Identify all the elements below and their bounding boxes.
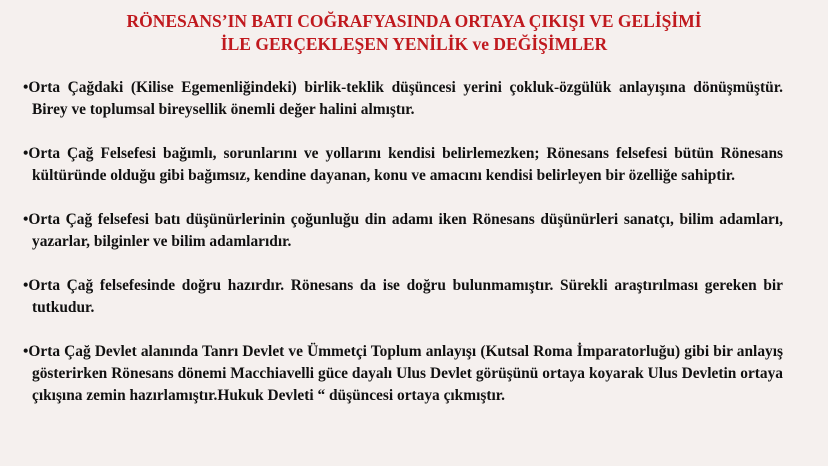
bullet-item: •Orta Çağ Felsefesi bağımlı, sorunlarını ve yollarını kendisi belirlemezken; Rönesans felsefesi bütün Rönesans kültüründe olduğu gibi bağımsız, kendine dayanan, konu ve amacını kendisi belirleyen bir özelliğe sahiptir. xyxy=(23,145,783,184)
bullet-item: •Orta Çağ Devlet alanında Tanrı Devlet ve Ümmetçi Toplum anlayışı (Kutsal Roma İmparatorluğu) gibi bir anlayış gösterirken Rönesans dönemi Macchiavelli güce dayalı Ulus Devlet görüşünü ortaya koyarak Ulus Devletin ortaya çıkışına zemin hazırlamıştır.Hukuk Devleti “ düşüncesi ortaya çıkmıştır. xyxy=(23,343,783,404)
bullet-item: •Orta Çağ felsefesi batı düşünürlerinin çoğunluğu din adamı iken Rönesans düşünürleri sanatçı, bilim adamları, yazarlar, bilginler ve bilim adamlarıdır. xyxy=(23,211,783,250)
bullet-item: •Orta Çağdaki (Kilise Egemenliğindeki) birlik-teklik düşüncesi yerini çokluk-özgülük anlayışına dönüşmüştür. Birey ve toplumsal bireysellik önemli değer halini almıştır. xyxy=(23,79,783,118)
slide-title-line-1: RÖNESANS’IN BATI COĞRAFYASINDA ORTAYA ÇIKIŞI VE GELİŞİMİ xyxy=(126,11,702,31)
bullet-item: •Orta Çağ felsefesinde doğru hazırdır. Rönesans da ise doğru bulunmamıştır. Sürekli araştırılması gereken bir tutkudur. xyxy=(23,277,783,316)
slide-title xyxy=(0,10,828,56)
slide-title-line-2: İLE GERÇEKLEŞEN YENİLİK ve DEĞİŞİMLER xyxy=(220,34,608,54)
bullet-list xyxy=(23,77,783,407)
